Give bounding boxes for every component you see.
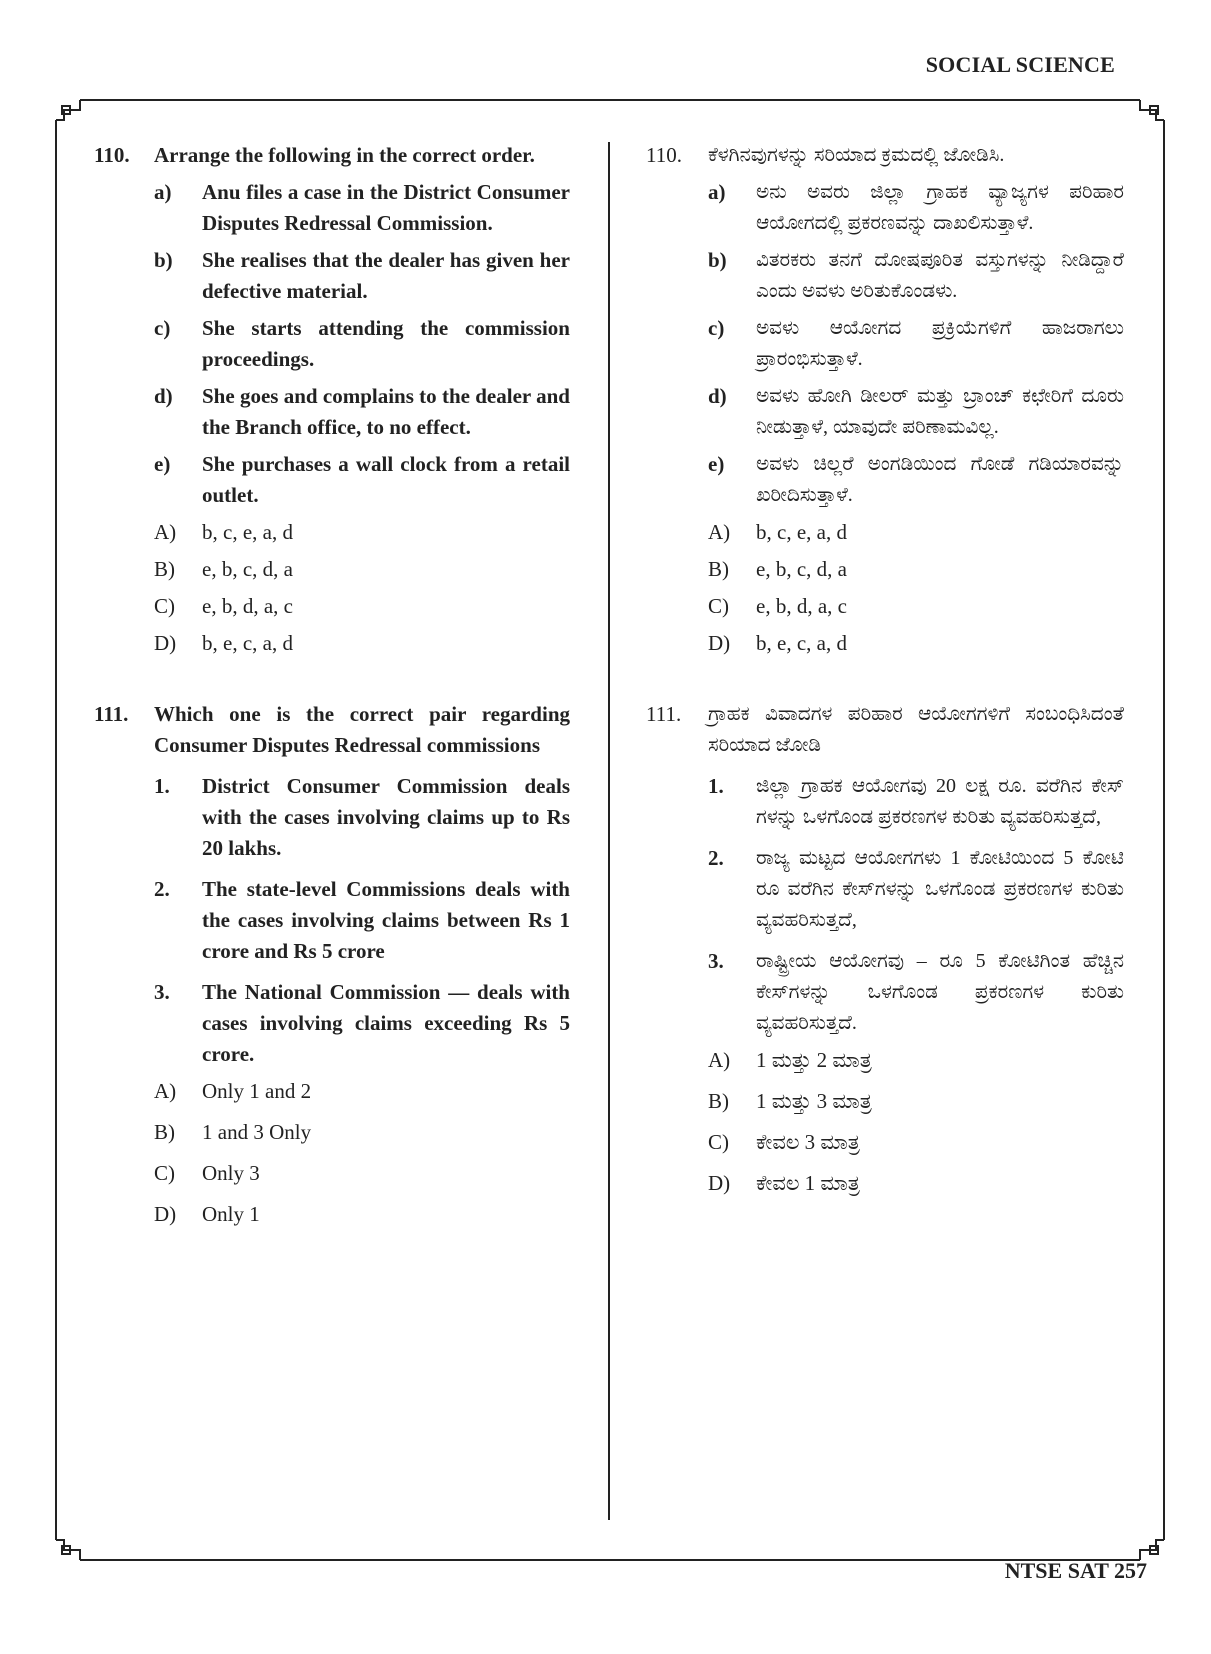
question-stem: Which one is the correct pair regarding Consumer Disputes Redressal commissions	[154, 702, 570, 757]
subject-header: SOCIAL SCIENCE	[925, 52, 1115, 77]
option-text: e, b, c, d, a	[756, 557, 847, 581]
option-text: e, b, d, a, c	[202, 594, 293, 618]
option-label: A)	[154, 1079, 177, 1103]
option-label: C)	[708, 594, 729, 618]
option-label: B)	[708, 1089, 729, 1113]
option-text: Only 1	[202, 1202, 260, 1226]
statement-text: ಅನು ಅವರು ಜಿಲ್ಲಾ ಗ್ರಾಹಕ ವ್ಯಾಜ್ಯಗಳ ಪರಿಹಾರ ಆಯೋಗದಲ್ಲಿ ಪ್ರಕರಣವನ್ನು ದಾಖಲಿಸುತ್ತಾಳೆ.	[756, 181, 1124, 234]
option-label: A)	[154, 520, 177, 544]
option-d[interactable]	[708, 1168, 1124, 1199]
option-b[interactable]	[708, 1086, 1124, 1117]
option-label: B)	[154, 1120, 175, 1144]
option-text: ಕೇವಲ 1 ಮಾತ್ರ	[756, 1171, 860, 1195]
option-text: Only 3	[202, 1161, 260, 1185]
question-110-en	[94, 140, 570, 659]
statement-label: c)	[154, 316, 171, 340]
statement-label: 3.	[708, 949, 724, 973]
statement-1	[154, 771, 570, 864]
statement-label: e)	[154, 452, 171, 476]
option-text: 1 ಮತ್ತು 3 ಮಾತ್ರ	[756, 1089, 872, 1113]
option-text: ಕೇವಲ 3 ಮಾತ್ರ	[756, 1130, 860, 1154]
statement-label: b)	[154, 248, 173, 272]
statement-2	[708, 843, 1124, 936]
option-c[interactable]	[154, 1158, 570, 1189]
statement-text: Anu files a case in the District Consumer Disputes Redressal Commission.	[202, 180, 570, 235]
statement-text: ಅವಳು ಚಿಲ್ಲರೆ ಅಂಗಡಿಯಿಂದ ಗೋಡೆ ಗಡಿಯಾರವನ್ನು ಖರೀದಿಸುತ್ತಾಳೆ.	[756, 453, 1124, 506]
statement-c	[154, 313, 570, 375]
option-label: D)	[154, 631, 177, 655]
option-b[interactable]	[708, 554, 1124, 585]
option-c[interactable]	[708, 591, 1124, 622]
option-a[interactable]	[154, 1076, 570, 1107]
option-label: C)	[154, 1161, 175, 1185]
statement-2	[154, 874, 570, 967]
statement-label: b)	[708, 248, 727, 272]
statement-a	[708, 177, 1124, 239]
statement-label: a)	[708, 180, 726, 204]
option-text: b, c, e, a, d	[756, 520, 847, 544]
option-text: 1 ಮತ್ತು 2 ಮಾತ್ರ	[756, 1048, 872, 1072]
statement-d	[708, 381, 1124, 443]
statement-label: 2.	[708, 846, 724, 870]
statement-label: d)	[708, 384, 727, 408]
option-d[interactable]	[154, 628, 570, 659]
statement-label: 1.	[708, 774, 724, 798]
question-stem: ಕೆಳಗಿನವುಗಳನ್ನು ಸರಿಯಾದ ಕ್ರಮದಲ್ಲಿ ಜೋಡಿಸಿ.	[708, 144, 1005, 166]
option-text: e, b, d, a, c	[756, 594, 847, 618]
option-d[interactable]	[154, 1199, 570, 1230]
option-d[interactable]	[708, 628, 1124, 659]
statement-label: a)	[154, 180, 172, 204]
statement-label: d)	[154, 384, 173, 408]
question-110-kn	[646, 140, 1124, 659]
statement-text: ವಿತರಕರು ತನಗೆ ದೋಷಪೂರಿತ ವಸ್ತುಗಳನ್ನು ನೀಡಿದ್ದಾರೆ ಎಂದು ಅವಳು ಅರಿತುಕೊಂಡಳು.	[756, 249, 1124, 302]
kannada-column	[646, 140, 1124, 1209]
statement-label: e)	[708, 452, 725, 476]
question-111-en	[94, 699, 570, 1230]
statement-text: ಅವಳು ಹೋಗಿ ಡೀಲರ್ ಮತ್ತು ಬ್ರಾಂಚ್ ಕಛೇರಿಗೆ ದೂರು ನೀಡುತ್ತಾಳೆ, ಯಾವುದೇ ಪರಿಣಾಮವಿಲ್ಲ.	[756, 385, 1124, 438]
statement-b	[708, 245, 1124, 307]
statement-text: ರಾಜ್ಯ ಮಟ್ಟದ ಆಯೋಗಗಳು 1 ಕೋಟಿಯಿಂದ 5 ಕೋಟಿ ರೂ ವರೆಗಿನ ಕೇಸ್‌ಗಳನ್ನು ಒಳಗೊಂಡ ಪ್ರಕರಣಗಳ ಕುರಿತು ವ್ಯವಹರಿಸುತ್ತದೆ,	[756, 847, 1124, 931]
statement-text: She goes and complains to the dealer and the Branch office, to no effect.	[202, 384, 570, 439]
statement-label: 2.	[154, 877, 170, 901]
question-111-kn	[646, 699, 1124, 1199]
question-number: 110.	[646, 143, 682, 167]
statement-text: She starts attending the commission proceedings.	[202, 316, 570, 371]
option-b[interactable]	[154, 1117, 570, 1148]
question-number: 111.	[94, 702, 129, 726]
statement-b	[154, 245, 570, 307]
statement-1	[708, 771, 1124, 833]
option-label: A)	[708, 1048, 731, 1072]
statement-label: c)	[708, 316, 725, 340]
statement-text: ಜಿಲ್ಲಾ ಗ್ರಾಹಕ ಆಯೋಗವು 20 ಲಕ್ಷ ರೂ. ವರೆಗಿನ ಕೇಸ್ ಗಳನ್ನು ಒಳಗೊಂಡ ಪ್ರಕರಣಗಳ ಕುರಿತು ವ್ಯವಹರಿಸುತ್ತದೆ,	[756, 775, 1124, 828]
statement-text: The state-level Commissions deals with the cases involving claims between Rs 1 crore and Rs 5 crore	[202, 877, 570, 963]
option-label: D)	[708, 631, 731, 655]
statement-text: ಅವಳು ಆಯೋಗದ ಪ್ರಕ್ರಿಯೆಗಳಿಗೆ ಹಾಜರಾಗಲು ಪ್ರಾರಂಭಿಸುತ್ತಾಳೆ.	[756, 317, 1124, 370]
statement-e	[154, 449, 570, 511]
statement-d	[154, 381, 570, 443]
option-label: D)	[154, 1202, 177, 1226]
english-column	[94, 140, 570, 1240]
option-a[interactable]	[708, 517, 1124, 548]
statement-a	[154, 177, 570, 239]
option-label: C)	[154, 594, 175, 618]
statement-3	[708, 946, 1124, 1039]
option-label: C)	[708, 1130, 729, 1154]
statement-text: The National Commission — deals with cases involving claims exceeding Rs 5 crore.	[202, 980, 570, 1066]
option-b[interactable]	[154, 554, 570, 585]
page-footer: NTSE SAT 257	[1004, 1558, 1147, 1583]
option-c[interactable]	[154, 591, 570, 622]
statement-text: District Consumer Commission deals with the cases involving claims up to Rs 20 lakhs.	[202, 774, 570, 860]
column-divider	[608, 142, 610, 1520]
option-c[interactable]	[708, 1127, 1124, 1158]
statement-e	[708, 449, 1124, 511]
statement-label: 1.	[154, 774, 170, 798]
option-text: Only 1 and 2	[202, 1079, 312, 1103]
statement-label: 3.	[154, 980, 170, 1004]
option-text: b, e, c, a, d	[202, 631, 293, 655]
option-label: B)	[708, 557, 729, 581]
statement-text: She purchases a wall clock from a retail outlet.	[202, 452, 570, 507]
option-text: b, c, e, a, d	[202, 520, 293, 544]
option-a[interactable]	[154, 517, 570, 548]
statement-3	[154, 977, 570, 1070]
option-label: D)	[708, 1171, 731, 1195]
question-number: 110.	[94, 143, 130, 167]
statement-text: She realises that the dealer has given her defective material.	[202, 248, 570, 303]
statement-c	[708, 313, 1124, 375]
statement-text: ರಾಷ್ಟ್ರೀಯ ಆಯೋಗವು – ರೂ 5 ಕೋಟಿಗಿಂತ ಹೆಚ್ಚಿನ ಕೇಸ್‌ಗಳನ್ನು ಒಳಗೊಂಡ ಪ್ರಕರಣಗಳ ಕುರಿತು ವ್ಯವಹರಿಸುತ್ತದೆ.	[756, 950, 1124, 1034]
option-text: 1 and 3 Only	[202, 1120, 312, 1144]
question-number: 111.	[646, 702, 682, 726]
question-stem: Arrange the following in the correct order.	[154, 143, 535, 167]
option-text: b, e, c, a, d	[756, 631, 847, 655]
option-a[interactable]	[708, 1045, 1124, 1076]
option-text: e, b, c, d, a	[202, 557, 293, 581]
option-label: B)	[154, 557, 175, 581]
question-stem: ಗ್ರಾಹಕ ವಿವಾದಗಳ ಪರಿಹಾರ ಆಯೋಗಗಳಿಗೆ ಸಂಬಂಧಿಸಿದಂತೆ ಸರಿಯಾದ ಜೋಡಿ	[708, 703, 1124, 756]
option-label: A)	[708, 520, 731, 544]
